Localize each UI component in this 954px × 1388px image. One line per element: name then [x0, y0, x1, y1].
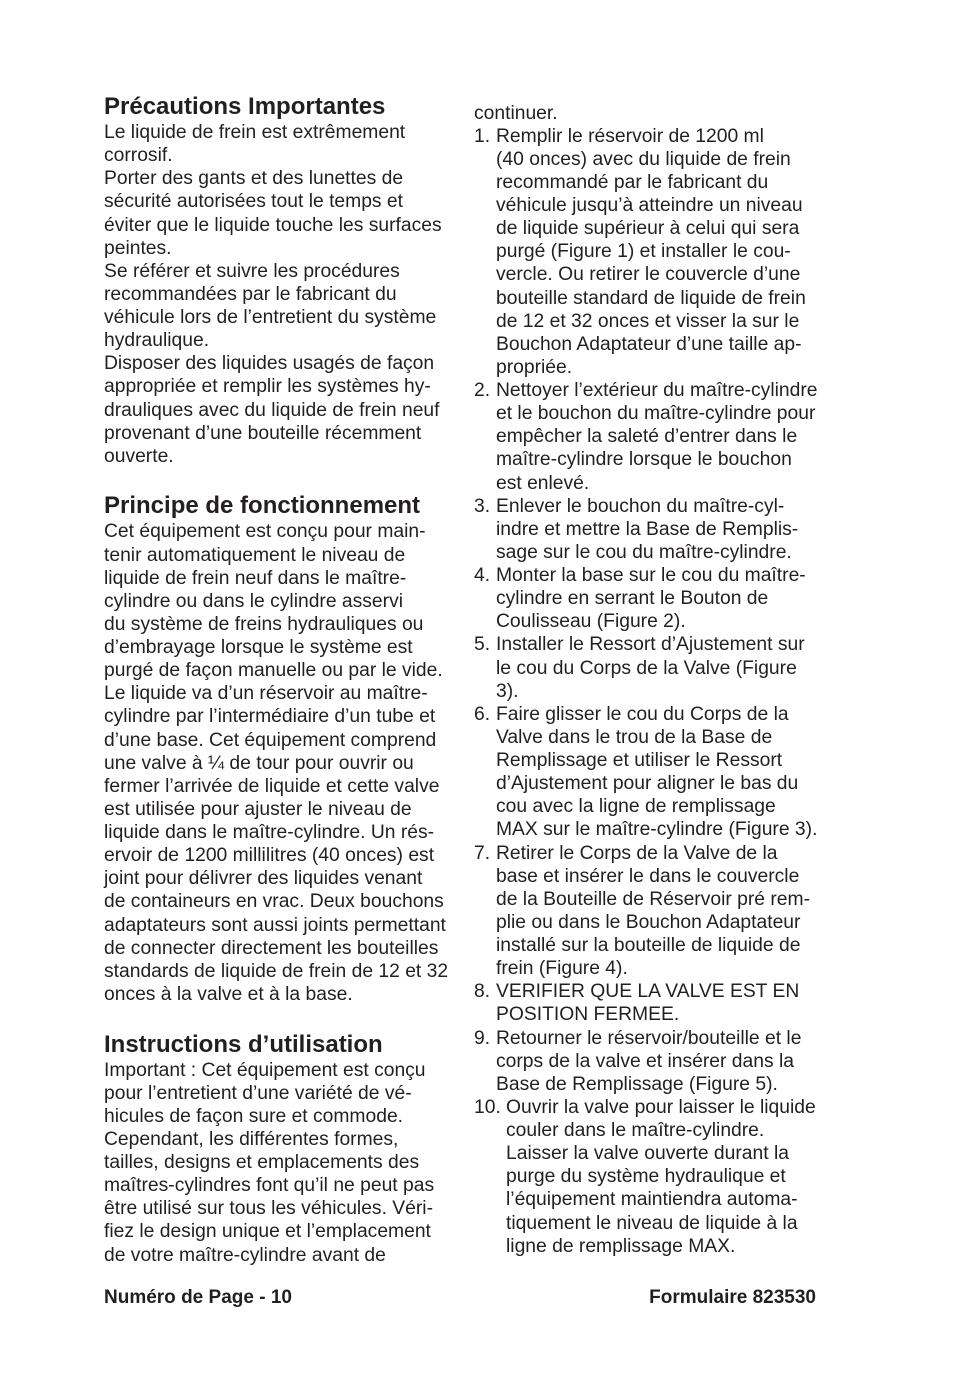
step-number: 3.: [474, 495, 491, 517]
text-line: purgé de façon manuelle ou par le vide.: [104, 660, 443, 682]
text-line: Cependant, les différentes formes,: [104, 1128, 399, 1150]
text-line: d’embrayage lorsque le système est: [104, 637, 413, 658]
text-line: fiez le design unique et l’emplacement: [104, 1221, 431, 1243]
step-item: [474, 125, 874, 379]
text-line: Faire glisser le cou du Corps de la: [496, 703, 789, 725]
text-line: MAX sur le maître-cylindre (Figure 3).: [496, 819, 818, 841]
text-line: d’une base. Cet équipement comprend: [104, 729, 437, 751]
text-line: Valve dans le trou de la Base de: [496, 726, 773, 748]
page-number: Numéro de Page - 10: [104, 1286, 292, 1308]
text-line: ouverte.: [104, 445, 174, 467]
step-number: 2.: [474, 380, 491, 401]
text-line: Disposer des liquides usagés de façon: [104, 353, 435, 375]
text-line: Enlever le bouchon du maître-cyl-: [496, 495, 785, 517]
text-line: joint pour délivrer des liquides venant: [104, 868, 423, 890]
text-line: indre et mettre la Base de Remplis-: [496, 518, 799, 540]
text-line: Monter la base sur le cou du maître-: [496, 565, 806, 586]
text-line: d’Ajustement pour aligner le bas du: [496, 773, 799, 795]
text-line: drauliques avec du liquide de frein neuf: [104, 399, 440, 421]
text-line: tailles, designs et emplacements des: [104, 1152, 420, 1173]
text-line: maîtres-cylindres font qu’il ne peut pas: [104, 1175, 435, 1197]
text-line: Se référer et suivre les procédures: [104, 260, 400, 282]
text-line: de 12 et 32 onces et visser la sur le: [496, 310, 800, 332]
step-number: 9.: [474, 1027, 491, 1049]
section-heading-precautions: Précautions Importantes: [104, 93, 386, 120]
text-line: Cet équipement est conçu pour main-: [104, 521, 426, 543]
text-line: Laisser la valve ouverte durant la: [506, 1143, 789, 1165]
text-line: Installer le Ressort d’Ajustement sur: [496, 634, 805, 656]
text-line: bouteille standard de liquide de frein: [496, 287, 806, 309]
text-line: Le liquide de frein est extrêmement: [104, 122, 406, 143]
text-line: onces à la valve et à la base.: [104, 983, 353, 1005]
text-line: est enlevé.: [496, 472, 590, 494]
section-instructions: [104, 1031, 466, 1267]
step-number: 5.: [474, 634, 491, 656]
text-line: (40 onces) avec du liquide de frein: [496, 148, 791, 170]
text-line: Coulisseau (Figure 2).: [496, 611, 686, 633]
text-line: maître-cylindre lorsque le bouchon: [496, 449, 792, 471]
section-heading-instructions: Instructions d’utilisation: [104, 1030, 383, 1058]
step-item: [474, 1027, 874, 1096]
text-line: véhicule jusqu’à atteindre un niveau: [496, 195, 803, 216]
text-line: recommandé par le fabricant du: [496, 171, 769, 193]
text-line: être utilisé sur tous les véhicules. Véri-: [104, 1198, 433, 1220]
text-line: frein (Figure 4).: [496, 958, 628, 980]
text-line: peintes.: [104, 237, 172, 259]
text-line: Bouchon Adaptateur d’une taille ap-: [496, 333, 802, 355]
text-line: appropriée et remplir les systèmes hy-: [104, 376, 431, 398]
text-line: base et insérer le dans le couvercle: [496, 865, 800, 887]
text-line: recommandées par le fabricant du: [104, 283, 397, 305]
step-number: 4.: [474, 565, 491, 586]
text-line: est utilisée pour ajuster le niveau de: [104, 798, 412, 820]
text-line: liquide dans le maître-cylindre. Un rés-: [104, 822, 435, 843]
text-line: ervoir de 1200 millilitres (40 onces) est: [104, 845, 435, 867]
text-line: Le liquide va d’un réservoir au maître-: [104, 683, 428, 705]
text-line: éviter que le liquide touche les surfaces: [104, 214, 442, 236]
step-item: [474, 633, 874, 702]
text-line: purge du système hydraulique et: [506, 1166, 786, 1188]
text-line: Nettoyer l’extérieur du maître-cylindre: [496, 380, 818, 401]
step-number: 8.: [474, 981, 491, 1003]
text-line: de votre maître-cylindre avant de: [104, 1244, 386, 1266]
text-line: vercle. Ou retirer le couvercle d’une: [496, 264, 801, 286]
form-number: Formulaire 823530: [649, 1286, 816, 1308]
text-line: liquide de frein neuf dans le maître-: [104, 567, 407, 589]
text-line: tenir automatiquement le niveau de: [104, 544, 406, 566]
step-item: [474, 842, 874, 981]
text-line: une valve à ¼ de tour pour ouvrir ou: [104, 752, 414, 774]
continued-text-line: continuer.: [474, 102, 558, 124]
text-line: le cou du Corps de la Valve (Figure: [496, 657, 797, 679]
text-line: purgé (Figure 1) et installer le cou-: [496, 241, 791, 263]
text-line: cylindre ou dans le cylindre asservi: [104, 590, 404, 612]
text-line: propriée.: [496, 356, 573, 378]
text-line: empêcher la saleté d’entrer dans le: [496, 426, 798, 448]
text-line: Retirer le Corps de la Valve de la: [496, 842, 778, 864]
text-line: cylindre par l’intermédiaire d’un tube et: [104, 706, 436, 728]
text-line: corps de la valve et insérer dans la: [496, 1050, 794, 1072]
text-line: véhicule lors de l’entretient du système: [104, 307, 437, 328]
right-column: [474, 102, 874, 1258]
text-line: hicules de façon sure et commode.: [104, 1105, 404, 1127]
step-number: 7.: [474, 842, 491, 864]
step-item: [474, 703, 874, 842]
step-item: [474, 379, 874, 495]
text-line: Remplir le réservoir de 1200 ml: [496, 125, 764, 147]
section-precautions: [104, 93, 466, 468]
text-line: et le bouchon du maître-cylindre pour: [496, 403, 816, 425]
step-item: [474, 980, 874, 1026]
text-line: Remplissage et utiliser le Ressort: [496, 750, 783, 771]
text-line: Retourner le réservoir/bouteille et le: [496, 1027, 802, 1049]
text-line: l’équipement maintiendra automa-: [506, 1189, 798, 1211]
text-line: corrosif.: [104, 145, 173, 167]
text-line: 3).: [496, 680, 519, 702]
text-line: Base de Remplissage (Figure 5).: [496, 1073, 778, 1095]
text-line: plie ou dans le Bouchon Adaptateur: [496, 911, 801, 933]
text-line: du système de freins hydrauliques ou: [104, 613, 424, 635]
section-heading-principle: Principe de fonctionnement: [104, 492, 421, 520]
text-line: Porter des gants et des lunettes de: [104, 168, 404, 190]
step-item: [474, 1096, 874, 1258]
step-item: [474, 495, 874, 564]
text-line: hydraulique.: [104, 330, 210, 352]
text-line: cou avec la ligne de remplissage: [496, 796, 776, 818]
text-line: de liquide supérieur à celui qui sera: [496, 218, 800, 240]
text-line: pour l’entretient d’une variété de vé-: [104, 1082, 412, 1104]
text-line: adaptateurs sont aussi joints permettant: [104, 914, 446, 936]
text-line: sage sur le cou du maître-cylindre.: [496, 541, 792, 563]
text-line: Important : Cet équipement est conçu: [104, 1059, 426, 1081]
text-line: VERIFIER QUE LA VALVE EST EN: [496, 981, 800, 1003]
text-line: ligne de remplissage MAX.: [506, 1235, 736, 1257]
text-line: fermer l’arrivée de liquide et cette valve: [104, 775, 440, 797]
step-number: 6.: [474, 703, 491, 725]
step-number: 1.: [474, 125, 491, 147]
text-line: de connecter directement les bouteilles: [104, 937, 439, 959]
step-item: [474, 564, 874, 633]
text-line: standards de liquide de frein de 12 et 32: [104, 960, 449, 982]
text-line: installé sur la bouteille de liquide de: [496, 935, 801, 956]
text-line: couler dans le maître-cylindre.: [506, 1120, 765, 1141]
section-principle: [104, 492, 466, 1006]
text-line: de la Bouteille de Réservoir pré rem-: [496, 888, 810, 910]
text-line: tiquement le niveau de liquide à la: [506, 1212, 798, 1234]
step-number: 10.: [474, 1096, 501, 1118]
text-line: cylindre en serrant le Bouton de: [496, 588, 769, 610]
text-line: POSITION FERMEE.: [496, 1004, 680, 1026]
text-line: provenant d’une bouteille récemment: [104, 422, 422, 444]
text-line: de containeurs en vrac. Deux bouchons: [104, 891, 444, 913]
text-line: Ouvrir la valve pour laisser le liquide: [506, 1096, 816, 1118]
left-column: [104, 93, 466, 1267]
text-line: sécurité autorisées tout le temps et: [104, 191, 404, 213]
